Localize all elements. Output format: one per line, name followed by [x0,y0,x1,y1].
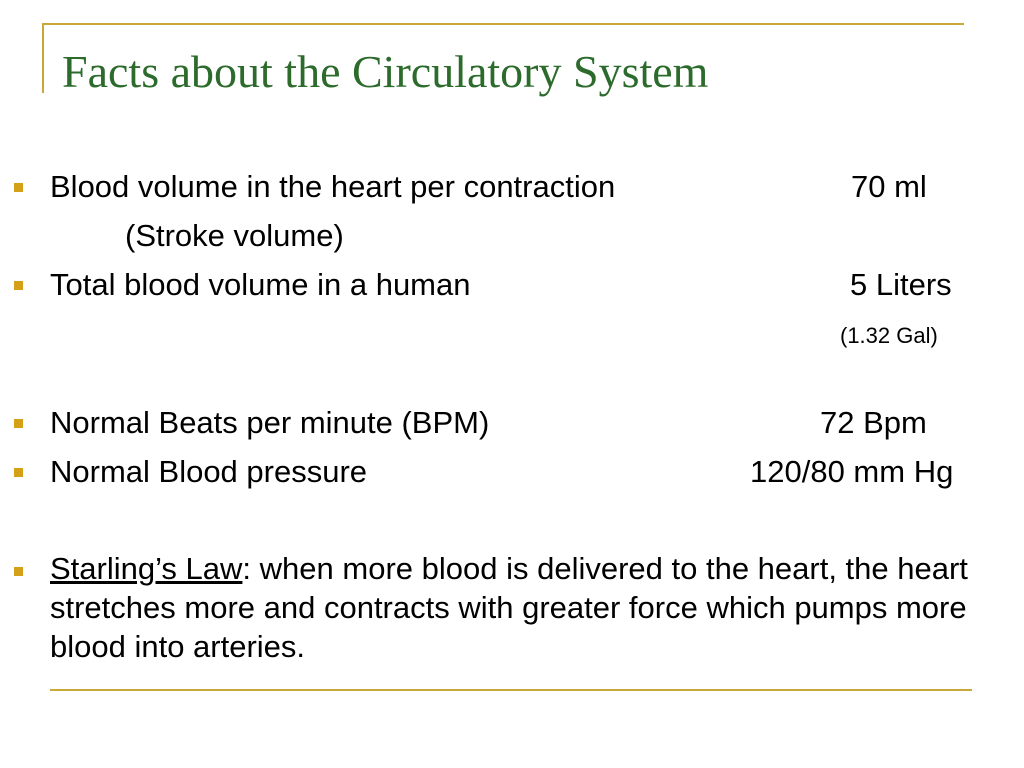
bullet-square-icon [14,419,23,428]
fact-value-total-blood-volume: 5 Liters [850,267,952,302]
fact-label-blood-pressure: Normal Blood pressure [50,454,368,489]
bullet-square-icon [14,567,23,576]
slide-title: Facts about the Circulatory System [62,46,709,97]
starlings-law-term: Starling’s Law [50,551,243,586]
fact-note-total-blood-volume: (1.32 Gal) [840,323,938,348]
fact-note-stroke-volume: (Stroke volume) [125,218,344,253]
fact-label-total-blood-volume: Total blood volume in a human [50,267,471,302]
fact-value-stroke-volume: 70 ml [851,169,927,204]
starlings-law-colon: : [242,551,252,586]
bullet-square-icon [14,281,23,290]
starlings-law-paragraph [50,549,1000,666]
fact-label-bpm: Normal Beats per minute (BPM) [50,405,490,440]
frame-top-rule [42,23,964,25]
starlings-law-text: when more blood is delivered to the heart, the heart stretches more and contracts with greater force which pumps more blood into arteries. [50,551,968,664]
fact-value-blood-pressure: 120/80 mm Hg [750,454,954,489]
fact-value-bpm: 72 Bpm [820,405,927,440]
bullet-square-icon [14,183,23,192]
bullet-square-icon [14,468,23,477]
frame-left-rule [42,23,44,93]
frame-bottom-rule [50,689,972,691]
fact-label-stroke-volume: Blood volume in the heart per contraction [50,169,616,204]
